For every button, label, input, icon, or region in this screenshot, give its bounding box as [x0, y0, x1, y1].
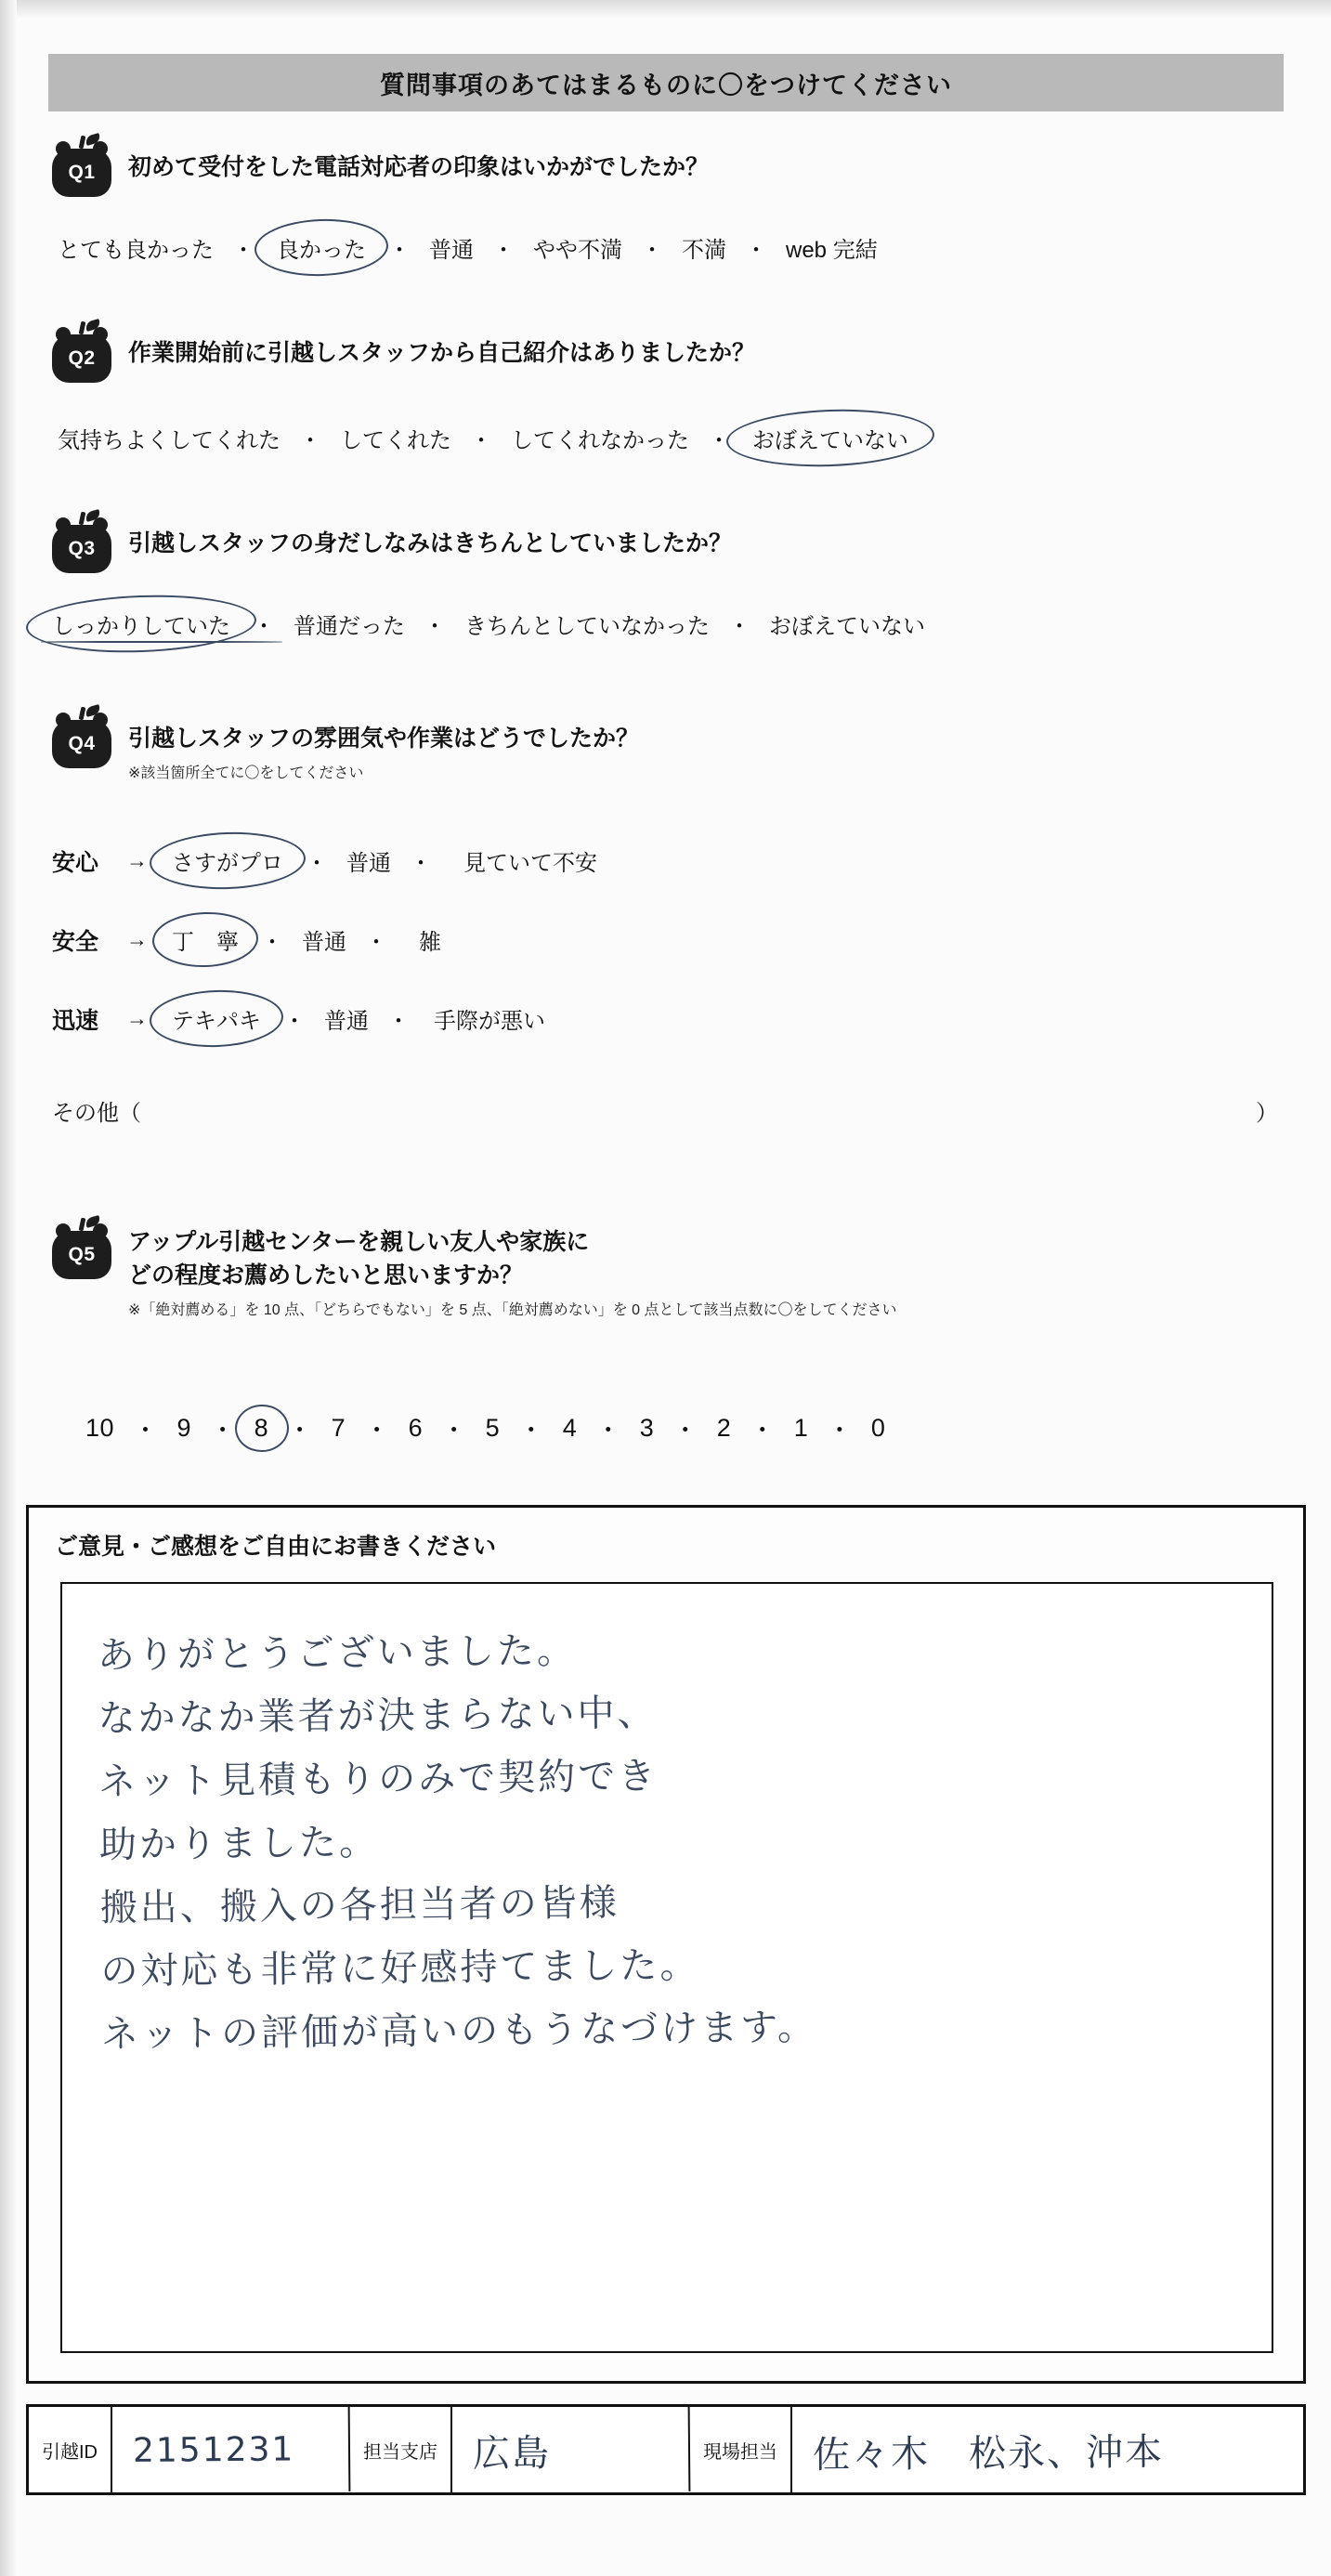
- footer-table: [26, 2404, 1306, 2495]
- option-q3-3[interactable]: おぼえていない: [769, 614, 925, 639]
- option-separator: ・: [299, 428, 321, 453]
- comment-line-3: ネット見積もりのみで契約でき: [98, 1755, 659, 1804]
- option-q1-1[interactable]: 良かった: [268, 228, 375, 268]
- matrix-label-jinsoku: 迅速: [52, 1007, 99, 1034]
- handwritten-underline: [41, 641, 282, 643]
- option-separator: ・: [492, 238, 515, 263]
- score-separator: ・: [133, 1417, 159, 1445]
- options-q1: [52, 228, 883, 268]
- option-q2-0[interactable]: 気持ちよくしてくれた: [58, 428, 281, 453]
- question-block-q1: [0, 139, 1331, 197]
- option-q3-0[interactable]: しっかりしていた: [43, 604, 240, 644]
- badge-label: Q1: [68, 162, 96, 183]
- option-separator: ・: [232, 238, 254, 263]
- matrix-label-anshin: 安心: [52, 849, 99, 876]
- option-q3-1[interactable]: 普通だった: [294, 614, 405, 639]
- option-q1-4[interactable]: 不満: [682, 238, 726, 263]
- score-scale-q5: [76, 1410, 894, 1446]
- option-q4-jinsoku-2[interactable]: 手際が悪い: [434, 1009, 545, 1034]
- option-separator: ・: [708, 428, 730, 453]
- option-q2-3[interactable]: おぼえていない: [743, 418, 918, 458]
- options-q2: [52, 418, 918, 458]
- option-q4-anzen-0[interactable]: 丁 寧: [163, 920, 248, 960]
- comment-line-2: なかなか業者が決まらない中、: [98, 1692, 658, 1741]
- score-9[interactable]: 9: [176, 1414, 192, 1442]
- score-separator: ・: [672, 1417, 698, 1445]
- option-separator: ・: [261, 930, 283, 955]
- move-id-label: 引越ID: [29, 2407, 112, 2492]
- comment-line-4: 助かりました。: [98, 1821, 380, 1867]
- score-2[interactable]: 2: [716, 1414, 732, 1442]
- option-q4-jinsoku-0[interactable]: テキパキ: [163, 999, 270, 1039]
- apple-badge-icon-q4: [52, 711, 111, 768]
- option-q1-3[interactable]: やや不満: [533, 238, 622, 263]
- comment-box: [26, 1505, 1306, 2384]
- score-separator: ・: [518, 1417, 544, 1445]
- option-q3-2[interactable]: きちんとしていなかった: [464, 614, 710, 639]
- options-q3: [43, 604, 931, 644]
- option-separator: ・: [253, 614, 275, 639]
- arrow-icon: →: [126, 1006, 148, 1030]
- matrix-row-anzen: [52, 920, 447, 960]
- option-q4-anzen-1[interactable]: 普通: [302, 930, 346, 955]
- option-separator: ・: [410, 851, 432, 876]
- option-separator: ・: [387, 1009, 410, 1034]
- comment-line-7: ネットの評価が高いのもうなづけます。: [100, 2006, 818, 2057]
- option-separator: ・: [388, 238, 411, 263]
- option-separator: ・: [641, 238, 663, 263]
- other-label: その他（: [52, 1101, 141, 1126]
- option-q4-anshin-1[interactable]: 普通: [346, 851, 391, 876]
- score-8[interactable]: 8: [245, 1412, 279, 1445]
- score-separator: ・: [827, 1417, 853, 1445]
- question-title-q3: 引越しスタッフの身だしなみはきちんとしていましたか？: [128, 530, 733, 556]
- option-separator: ・: [365, 930, 387, 955]
- branch-value[interactable]: 広島: [452, 2406, 691, 2493]
- header-band: [48, 54, 1284, 111]
- branch-label: 担当支店: [350, 2407, 452, 2492]
- score-separator: ・: [210, 1417, 236, 1445]
- option-q4-anshin-2[interactable]: 見ていて不安: [463, 851, 597, 876]
- question-sub-q5: ※「絶対薦める」を 10 点、「どちらでもない」を 5 点、「絶対薦めない」を 0 点として該当点数に〇をしてください: [128, 1301, 897, 1318]
- arrow-icon: →: [126, 927, 148, 951]
- apple-badge-icon-q5: [52, 1222, 111, 1279]
- option-separator: ・: [283, 1009, 306, 1034]
- score-7[interactable]: 7: [331, 1414, 346, 1442]
- option-q2-1[interactable]: してくれた: [340, 428, 451, 453]
- score-separator: ・: [595, 1417, 621, 1445]
- matrix-row-jinsoku: [52, 999, 551, 1039]
- question-title-q5-line1: アップル引越センターを親しい友人や家族に: [128, 1229, 590, 1255]
- option-q1-5[interactable]: web 完結: [786, 238, 878, 263]
- option-q4-anshin-0[interactable]: さすがプロ: [163, 841, 293, 881]
- option-q4-anzen-2[interactable]: 雑: [419, 930, 441, 955]
- comment-line-1: ありがとうございました。: [97, 1629, 578, 1678]
- arrow-icon: →: [126, 848, 148, 872]
- option-q4-jinsoku-1[interactable]: 普通: [324, 1009, 369, 1034]
- comment-title: ご意見・ご感想をご自由にお書きください: [55, 1534, 497, 1560]
- apple-badge-icon-q1: [52, 139, 111, 197]
- staff-label: 現場担当: [690, 2407, 792, 2492]
- badge-label: Q4: [68, 733, 96, 754]
- question-title-q5-line2: どの程度お薦めしたいと思いますか？: [128, 1262, 524, 1288]
- apple-badge-icon-q3: [52, 516, 111, 573]
- option-separator: ・: [470, 428, 492, 453]
- score-6[interactable]: 6: [408, 1414, 424, 1442]
- score-5[interactable]: 5: [485, 1414, 501, 1442]
- header-title: 質問事項のあてはまるものに〇をつけてください: [380, 71, 952, 99]
- question-sub-q4: ※該当箇所全てに〇をしてください: [128, 765, 364, 781]
- score-3[interactable]: 3: [639, 1414, 655, 1442]
- score-separator: ・: [750, 1417, 776, 1445]
- handwritten-comment: [98, 1615, 1245, 2070]
- option-q1-0[interactable]: とても良かった: [58, 238, 214, 263]
- question-title-q4: 引越しスタッフの雰囲気や作業はどうでしたか？: [128, 726, 640, 752]
- scan-edge-top: [0, 0, 1331, 19]
- option-separator: ・: [306, 851, 328, 876]
- badge-label: Q5: [68, 1244, 96, 1265]
- score-1[interactable]: 1: [793, 1414, 809, 1442]
- question-title-q2: 作業開始前に引越しスタッフから自己紹介はありましたか？: [128, 340, 756, 366]
- question-block-q2: [0, 325, 1331, 383]
- option-q1-2[interactable]: 普通: [429, 238, 474, 263]
- option-q2-2[interactable]: してくれなかった: [511, 428, 689, 453]
- score-separator: ・: [364, 1417, 390, 1445]
- staff-value[interactable]: 佐々木 松永、沖本: [812, 2430, 1165, 2477]
- apple-badge-icon-q2: [52, 325, 111, 383]
- other-close-paren: ）: [1256, 1101, 1278, 1126]
- question-block-q5: [0, 1222, 1331, 1319]
- option-separator: ・: [745, 238, 767, 263]
- score-separator: ・: [287, 1417, 313, 1445]
- option-separator: ・: [424, 614, 446, 639]
- move-id-value[interactable]: 2151231: [112, 2406, 351, 2493]
- score-4[interactable]: 4: [562, 1414, 578, 1442]
- badge-label: Q2: [68, 347, 96, 369]
- comment-line-5: 搬出、搬入の各担当者の皆様: [99, 1881, 620, 1930]
- option-separator: ・: [728, 614, 750, 639]
- comment-line-6: の対応も非常に好感持てました。: [100, 1943, 700, 1994]
- score-separator: ・: [441, 1417, 467, 1445]
- matrix-row-anshin: [52, 841, 603, 881]
- score-10[interactable]: 10: [85, 1414, 115, 1442]
- badge-label: Q3: [68, 538, 96, 559]
- score-0[interactable]: 0: [870, 1414, 886, 1442]
- question-block-q3: [0, 516, 1331, 573]
- question-block-q4: [0, 711, 1331, 782]
- matrix-label-anzen: 安全: [52, 928, 99, 955]
- comment-input-area[interactable]: [60, 1582, 1273, 2353]
- question-title-q1: 初めて受付をした電話対応者の印象はいかがでしたか？: [128, 154, 710, 180]
- other-input-row[interactable]: [52, 1094, 1278, 1127]
